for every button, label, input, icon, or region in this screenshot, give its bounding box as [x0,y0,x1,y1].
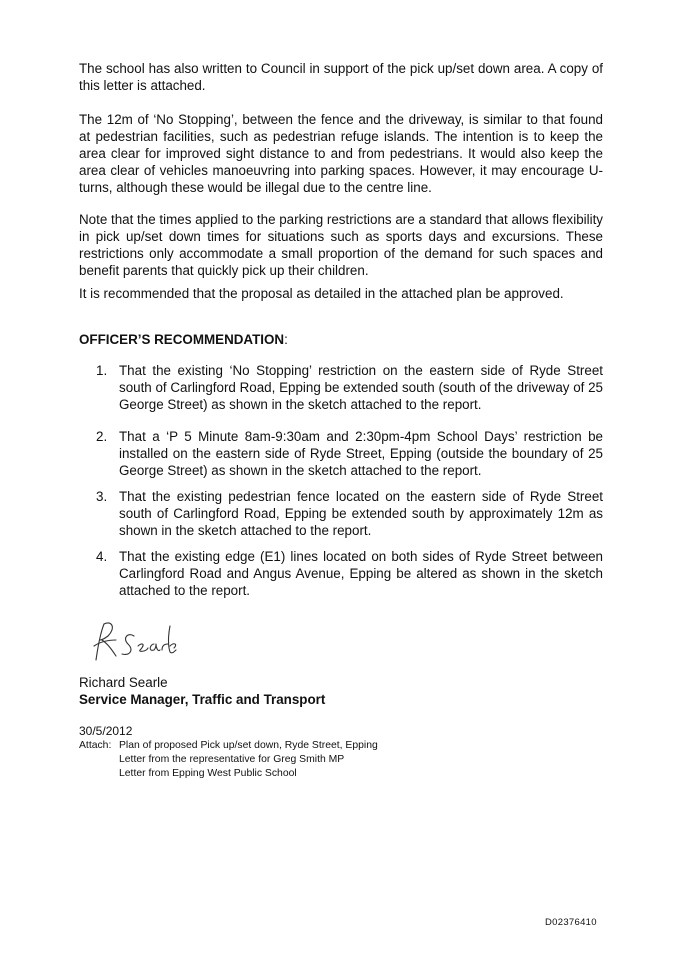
attachment-item: Letter from Epping West Public School [119,768,297,779]
handwritten-signature [90,616,180,664]
recommendation-item [79,428,603,479]
paragraph-recommended: It is recommended that the proposal as detailed in the attached plan be approved. [79,286,564,301]
recommendation-text: That the existing edge (E1) lines located on both sides of Ryde Street between Carlingford Road and Angus Avenue, Epping be altered as shown in the sketch attached to the report. [119,549,603,598]
recommendation-text: That the existing ‘No Stopping’ restriction on the eastern side of Ryde Street south of Carlingford Road, Epping be extended south (south of the driveway of 25 George Street) as shown in the sketch attached to the report. [119,363,603,412]
document-number: D02376410 [545,917,597,928]
recommendation-item [79,488,603,539]
paragraph-restriction-times: Note that the times applied to the parking restrictions are a standard that allows flexibility in pick up/set down times for situations such as sports days and excursions. These restrictions only accommodate a small proportion of the demand for such spaces and benefit parents that quickly pick up their children. [79,212,603,278]
recommendation-heading [79,332,288,347]
recommendation-heading-text: OFFICER’S RECOMMENDATION [79,332,285,347]
recommendation-text: That the existing pedestrian fence located on the eastern side of Ryde Street south of Carlingford Road, Epping be extended south by approximately 12m as shown in the sketch attached to the report. [119,489,603,538]
recommendation-number: 3. [96,489,108,504]
recommendation-number: 4. [96,549,108,564]
recommendation-item [79,362,603,413]
recommendation-number: 2. [96,429,108,444]
attachments-label: Attach: [79,740,112,751]
recommendation-number: 1. [96,363,108,378]
report-date: 30/5/2012 [79,724,133,738]
signatory-title: Service Manager, Traffic and Transport [79,692,326,707]
paragraph-no-stopping: The 12m of ‘No Stopping’, between the fence and the driveway, is similar to that found at pedestrian facilities, such as pedestrian refuge islands. The intention is to keep the area clear for improved sight distance to and from pedestrians. It would also keep the area clear of vehicles manoeuvring into parking spaces. However, it may encourage U-turns, although these would be illegal due to the centre line. [79,112,603,195]
paragraph-school-letter: The school has also written to Council in support of the pick up/set down area. A copy of this letter is attached. [79,61,603,93]
recommendation-heading-colon: : [284,332,288,347]
attachment-item: Plan of proposed Pick up/set down, Ryde Street, Epping [119,740,378,751]
signatory-name: Richard Searle [79,675,168,690]
attachments-list [119,739,519,781]
attachment-item: Letter from the representative for Greg Smith MP [119,754,345,765]
recommendation-item [79,548,603,599]
recommendation-text: That a ‘P 5 Minute 8am-9:30am and 2:30pm-4pm School Days’ restriction be installed on the eastern side of Ryde Street, Epping (outside the boundary of 25 George Street) as shown in the sketch attached to the report. [119,429,603,478]
